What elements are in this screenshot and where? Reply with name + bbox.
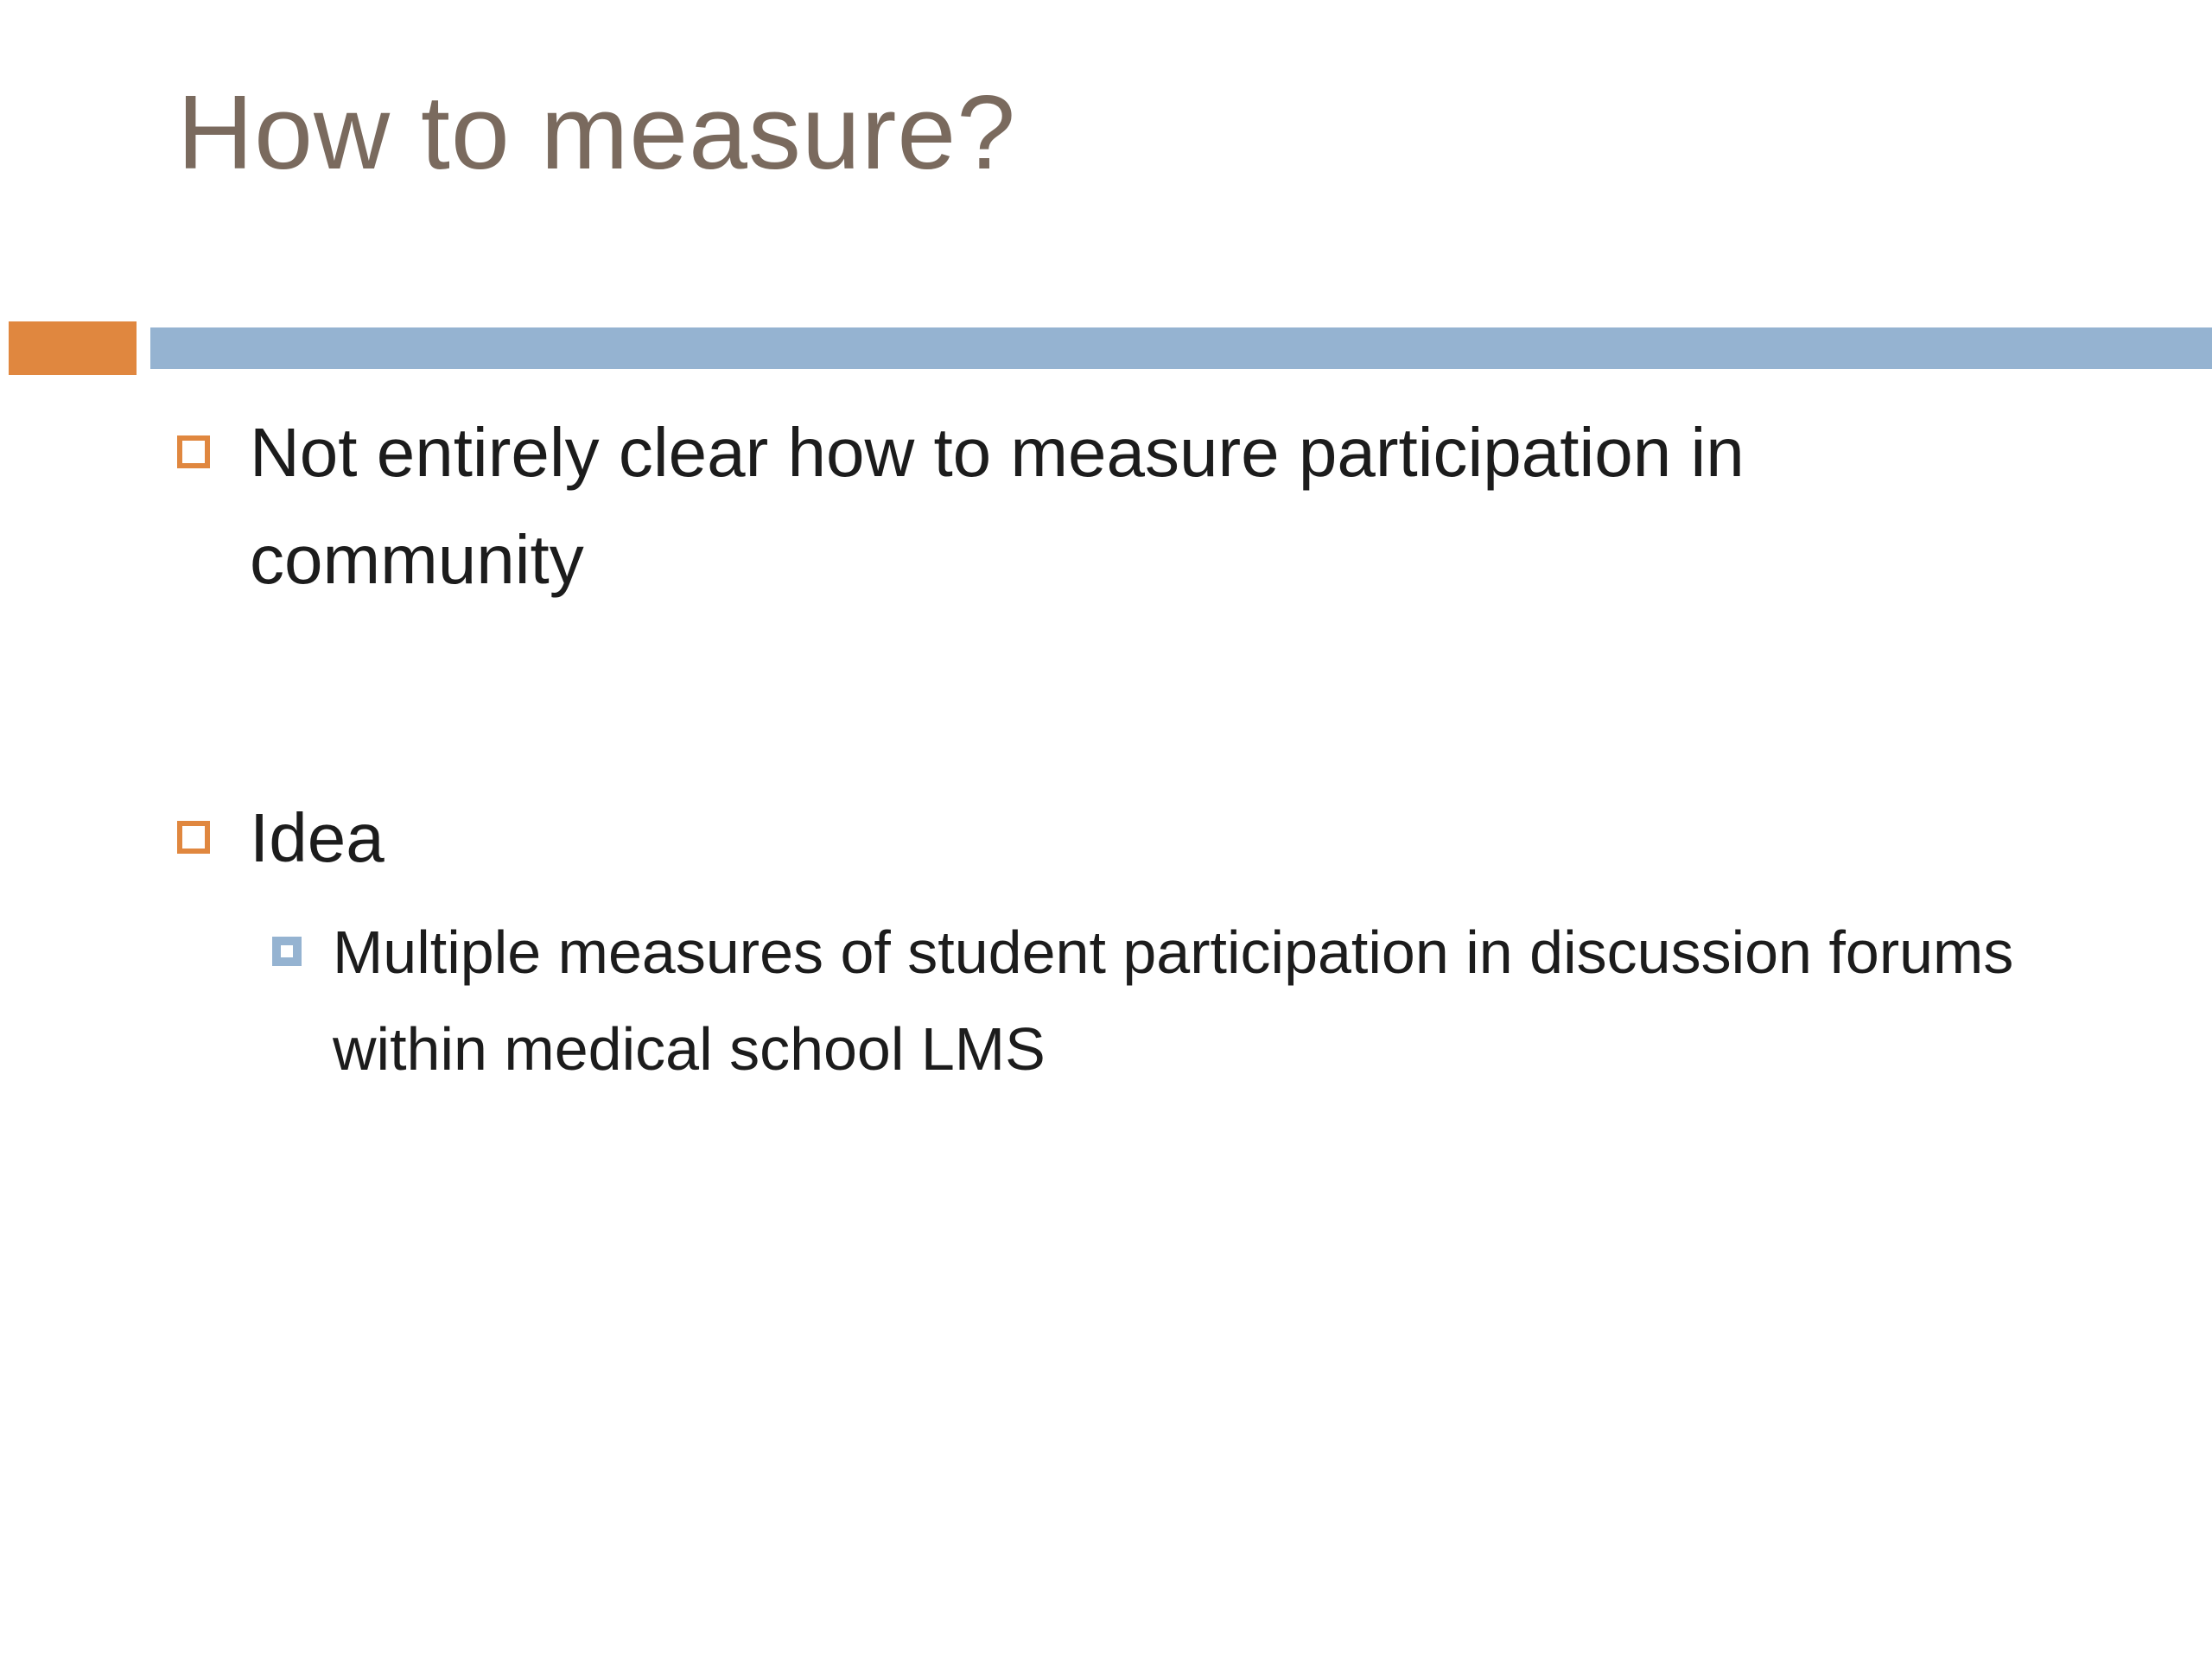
square-bullet-icon [177,821,210,854]
bullet-item [177,399,2117,613]
bullet-text: Not entirely clear how to measure participation in community [250,414,1745,598]
divider-blue-bar [150,327,2212,369]
slide-body [177,399,2117,1097]
title-divider [0,321,2212,375]
divider-orange-block [9,321,137,375]
square-bullet-icon [177,435,210,468]
square-sub-bullet-icon [272,937,302,966]
bullet-text: Idea [250,799,385,876]
slide-title: How to measure? [177,73,1017,191]
bullet-item [177,785,2117,892]
sub-bullet-item [272,904,2117,1097]
sub-bullet-text: Multiple measures of student participation in discussion forums within medical school LMS [333,918,2014,1083]
